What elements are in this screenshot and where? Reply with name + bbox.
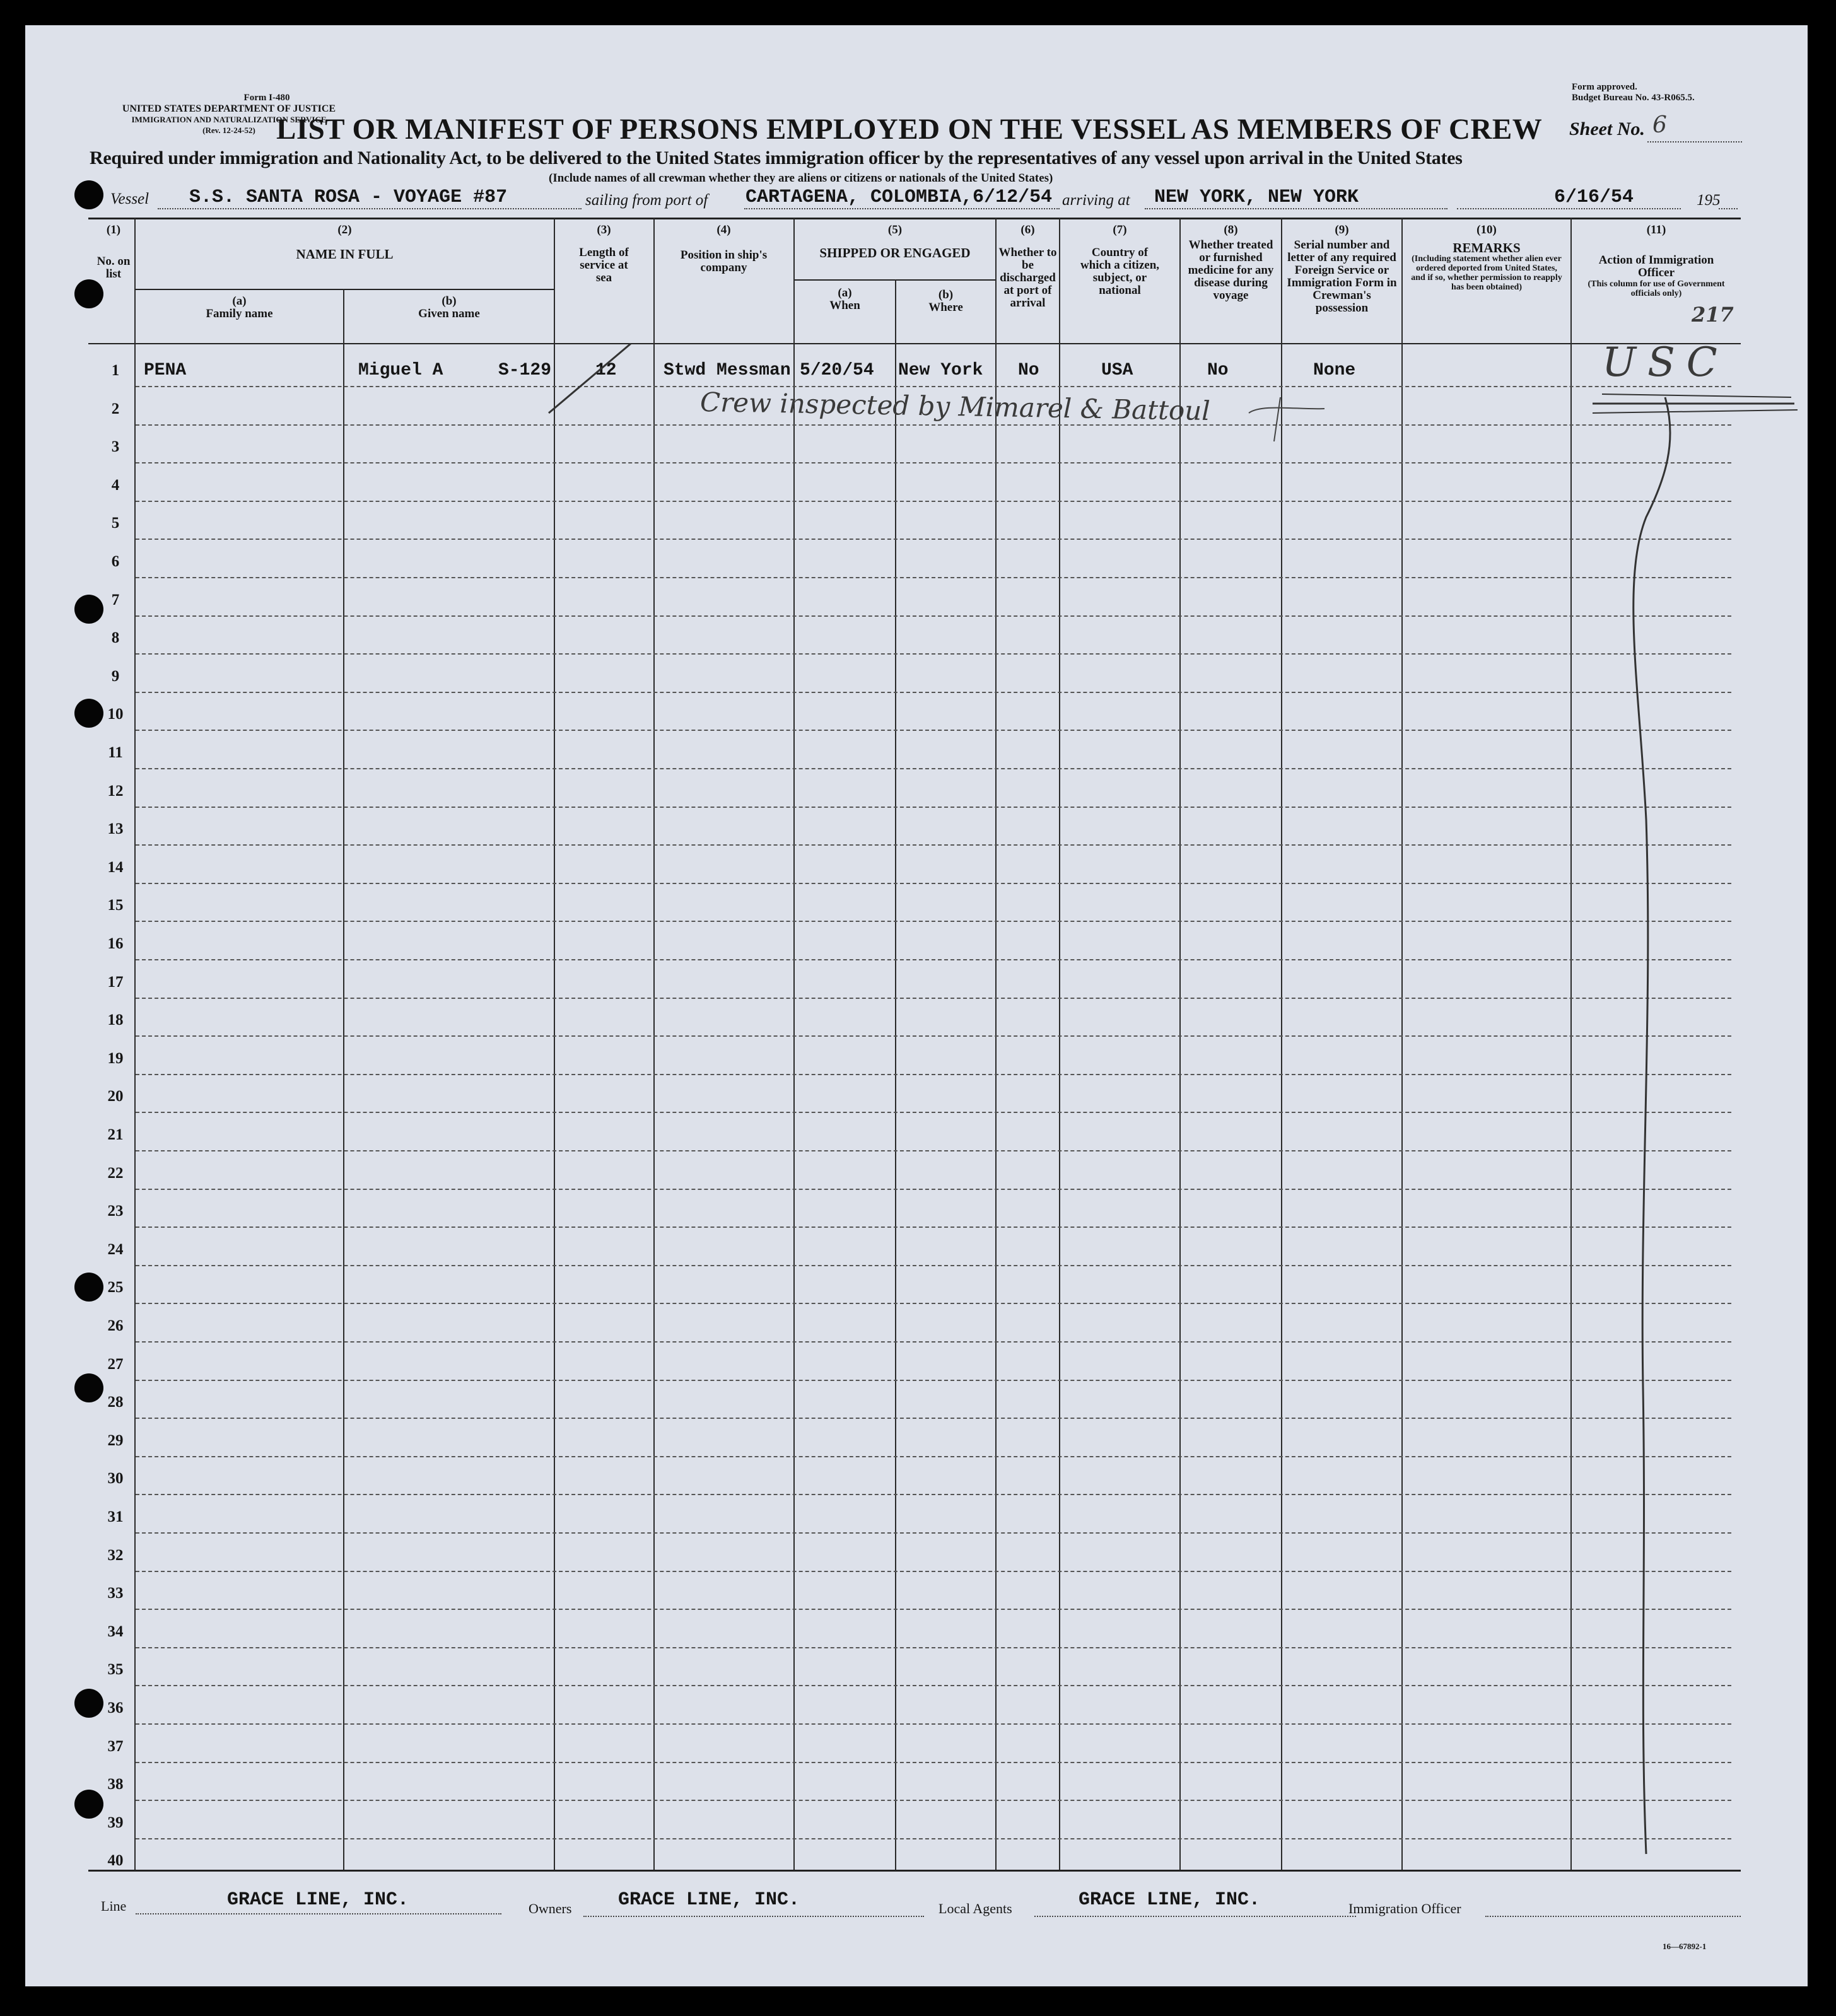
- col7-header: (7) Country of which a citizen, subject, or national: [1080, 223, 1160, 297]
- row-number: 13: [107, 820, 124, 838]
- row-number: 12: [107, 782, 124, 800]
- row-number: 30: [107, 1470, 124, 1488]
- row-number: 11: [108, 744, 123, 761]
- form-revision: (Rev. 12-24-52): [202, 125, 255, 135]
- officer-label: Immigration Officer: [1348, 1901, 1461, 1916]
- row-number: 20: [107, 1088, 124, 1105]
- line-value: GRACE LINE, INC.: [227, 1889, 409, 1911]
- row-number: 33: [107, 1585, 124, 1602]
- row-number: 9: [111, 667, 120, 685]
- row-number: 15: [107, 897, 124, 914]
- serial-cell: S-129: [498, 361, 552, 380]
- row-number: 14: [107, 858, 124, 876]
- service-name: IMMIGRATION AND NATURALIZATION SERVICE: [131, 115, 327, 124]
- sailing-from: CARTAGENA, COLOMBIA,6/12/54: [746, 187, 1053, 208]
- row-number: 7: [111, 591, 120, 609]
- row-number: 34: [107, 1623, 124, 1640]
- sheet-number: 6: [1652, 112, 1667, 138]
- row-number: 10: [107, 706, 124, 723]
- arriving-label: arriving at: [1062, 192, 1130, 209]
- row-number: 2: [111, 400, 120, 417]
- vessel-name: S.S. SANTA ROSA - VOYAGE #87: [189, 187, 508, 208]
- row-number: 37: [107, 1737, 124, 1755]
- col11-header: (11) Action of Immigration Officer (This column for use of Government officials only): [1587, 223, 1725, 298]
- arrival-date: 6/16/54: [1554, 187, 1634, 208]
- arriving-at: NEW YORK, NEW YORK: [1154, 187, 1359, 208]
- col5-header: (5) SHIPPED OR ENGAGED: [819, 223, 971, 260]
- row-number: 6: [111, 553, 120, 570]
- row-number: 4: [111, 476, 120, 494]
- where-cell: New York: [898, 361, 983, 380]
- row-number: 3: [111, 438, 120, 456]
- officer-number: 217: [1692, 303, 1734, 327]
- col5a-header: (a) When: [829, 286, 860, 312]
- given-name-cell: Miguel A: [358, 361, 443, 380]
- row-number: 38: [107, 1776, 124, 1793]
- form-title: LIST OR MANIFEST OF PERSONS EMPLOYED ON THE VESSEL AS MEMBERS OF CREW: [276, 113, 1543, 146]
- line-label: Line: [101, 1898, 127, 1914]
- row-number: 23: [107, 1203, 124, 1220]
- form-note: (Include names of all crewman whether they are aliens or citizens or nationals of the United States): [549, 172, 1053, 185]
- row-number: 36: [107, 1699, 124, 1716]
- row-number: 22: [107, 1164, 124, 1182]
- discharged-cell: No: [1018, 361, 1039, 380]
- officer-mark: USC: [1602, 339, 1729, 386]
- col9-header: (9) Serial number and letter of any required Foreign Service or Immigration Form in Crewman's possession: [1287, 223, 1397, 315]
- row-number: 19: [107, 1049, 124, 1067]
- row-number: 18: [107, 1011, 124, 1029]
- col3-header: (3) Length of service at sea: [579, 223, 629, 284]
- col4-header: (4) Position in ship's company: [680, 223, 768, 274]
- row-number: 8: [111, 629, 120, 647]
- vessel-label: Vessel: [110, 190, 149, 207]
- treated-cell: No: [1207, 361, 1229, 380]
- form-number: Form I-480: [243, 93, 290, 103]
- col10-header: (10) REMARKS (Including statement whether alien ever ordered deported from United States, and if so, whether permission to reapply has been obtained): [1411, 223, 1562, 292]
- agents-label: Local Agents: [938, 1901, 1012, 1916]
- handwritten-note: Crew inspected by Mimarel & Battoul: [699, 386, 1211, 427]
- year-suffix: 195: [1697, 192, 1721, 209]
- row-number: 31: [107, 1508, 124, 1525]
- approval-line1: Form approved.: [1572, 82, 1637, 92]
- position-cell: Stwd Messman: [664, 361, 791, 380]
- agents-value: GRACE LINE, INC.: [1079, 1889, 1261, 1911]
- row-number: 27: [107, 1355, 124, 1373]
- sailing-label: sailing from port of: [585, 192, 708, 209]
- row-number: 39: [107, 1814, 124, 1831]
- col1-header: (1) No. on list: [96, 223, 131, 281]
- col2b-header: (b) Given name: [418, 294, 480, 320]
- print-code: 16—67892-1: [1663, 1942, 1707, 1951]
- approval-line2: Budget Bureau No. 43-R065.5.: [1572, 93, 1695, 103]
- col8-header: (8) Whether treated or furnished medicine for any disease during voyage: [1188, 223, 1274, 302]
- owners-value: GRACE LINE, INC.: [618, 1889, 800, 1911]
- col2a-header: (a) Family name: [206, 294, 273, 320]
- col5b-header: (b) Where: [928, 288, 963, 314]
- col6-header: (6) Whether to be discharged at port of arrival: [998, 223, 1057, 310]
- row-number: 17: [107, 973, 124, 991]
- col2-header: (2) NAME IN FULL: [296, 223, 394, 262]
- service-cell: 12: [595, 361, 617, 380]
- department-name: UNITED STATES DEPARTMENT OF JUSTICE: [122, 103, 336, 114]
- when-cell: 5/20/54: [800, 361, 874, 380]
- row-number: 40: [107, 1852, 124, 1870]
- row-number: 32: [107, 1546, 124, 1564]
- row-number: 5: [111, 515, 120, 532]
- row-number: 26: [107, 1317, 124, 1334]
- row-number: 25: [107, 1279, 124, 1296]
- row-number: 35: [107, 1661, 124, 1679]
- owners-label: Owners: [529, 1901, 572, 1916]
- row-number: 28: [107, 1394, 124, 1411]
- row-number: 16: [107, 935, 124, 952]
- row-number: 29: [107, 1431, 124, 1449]
- row-number: 1: [111, 362, 120, 379]
- form-subtitle: Required under immigration and Nationality Act, to be delivered to the United States immigration officer by the representatives of any vessel upon arrival in the United States: [90, 148, 1463, 168]
- row-number: 24: [107, 1240, 124, 1258]
- family-name-cell: PENA: [144, 361, 187, 380]
- sheet-number-label: Sheet No.: [1569, 119, 1645, 139]
- form-cell: None: [1313, 361, 1356, 380]
- row-number: 21: [107, 1126, 124, 1143]
- country-cell: USA: [1101, 361, 1133, 380]
